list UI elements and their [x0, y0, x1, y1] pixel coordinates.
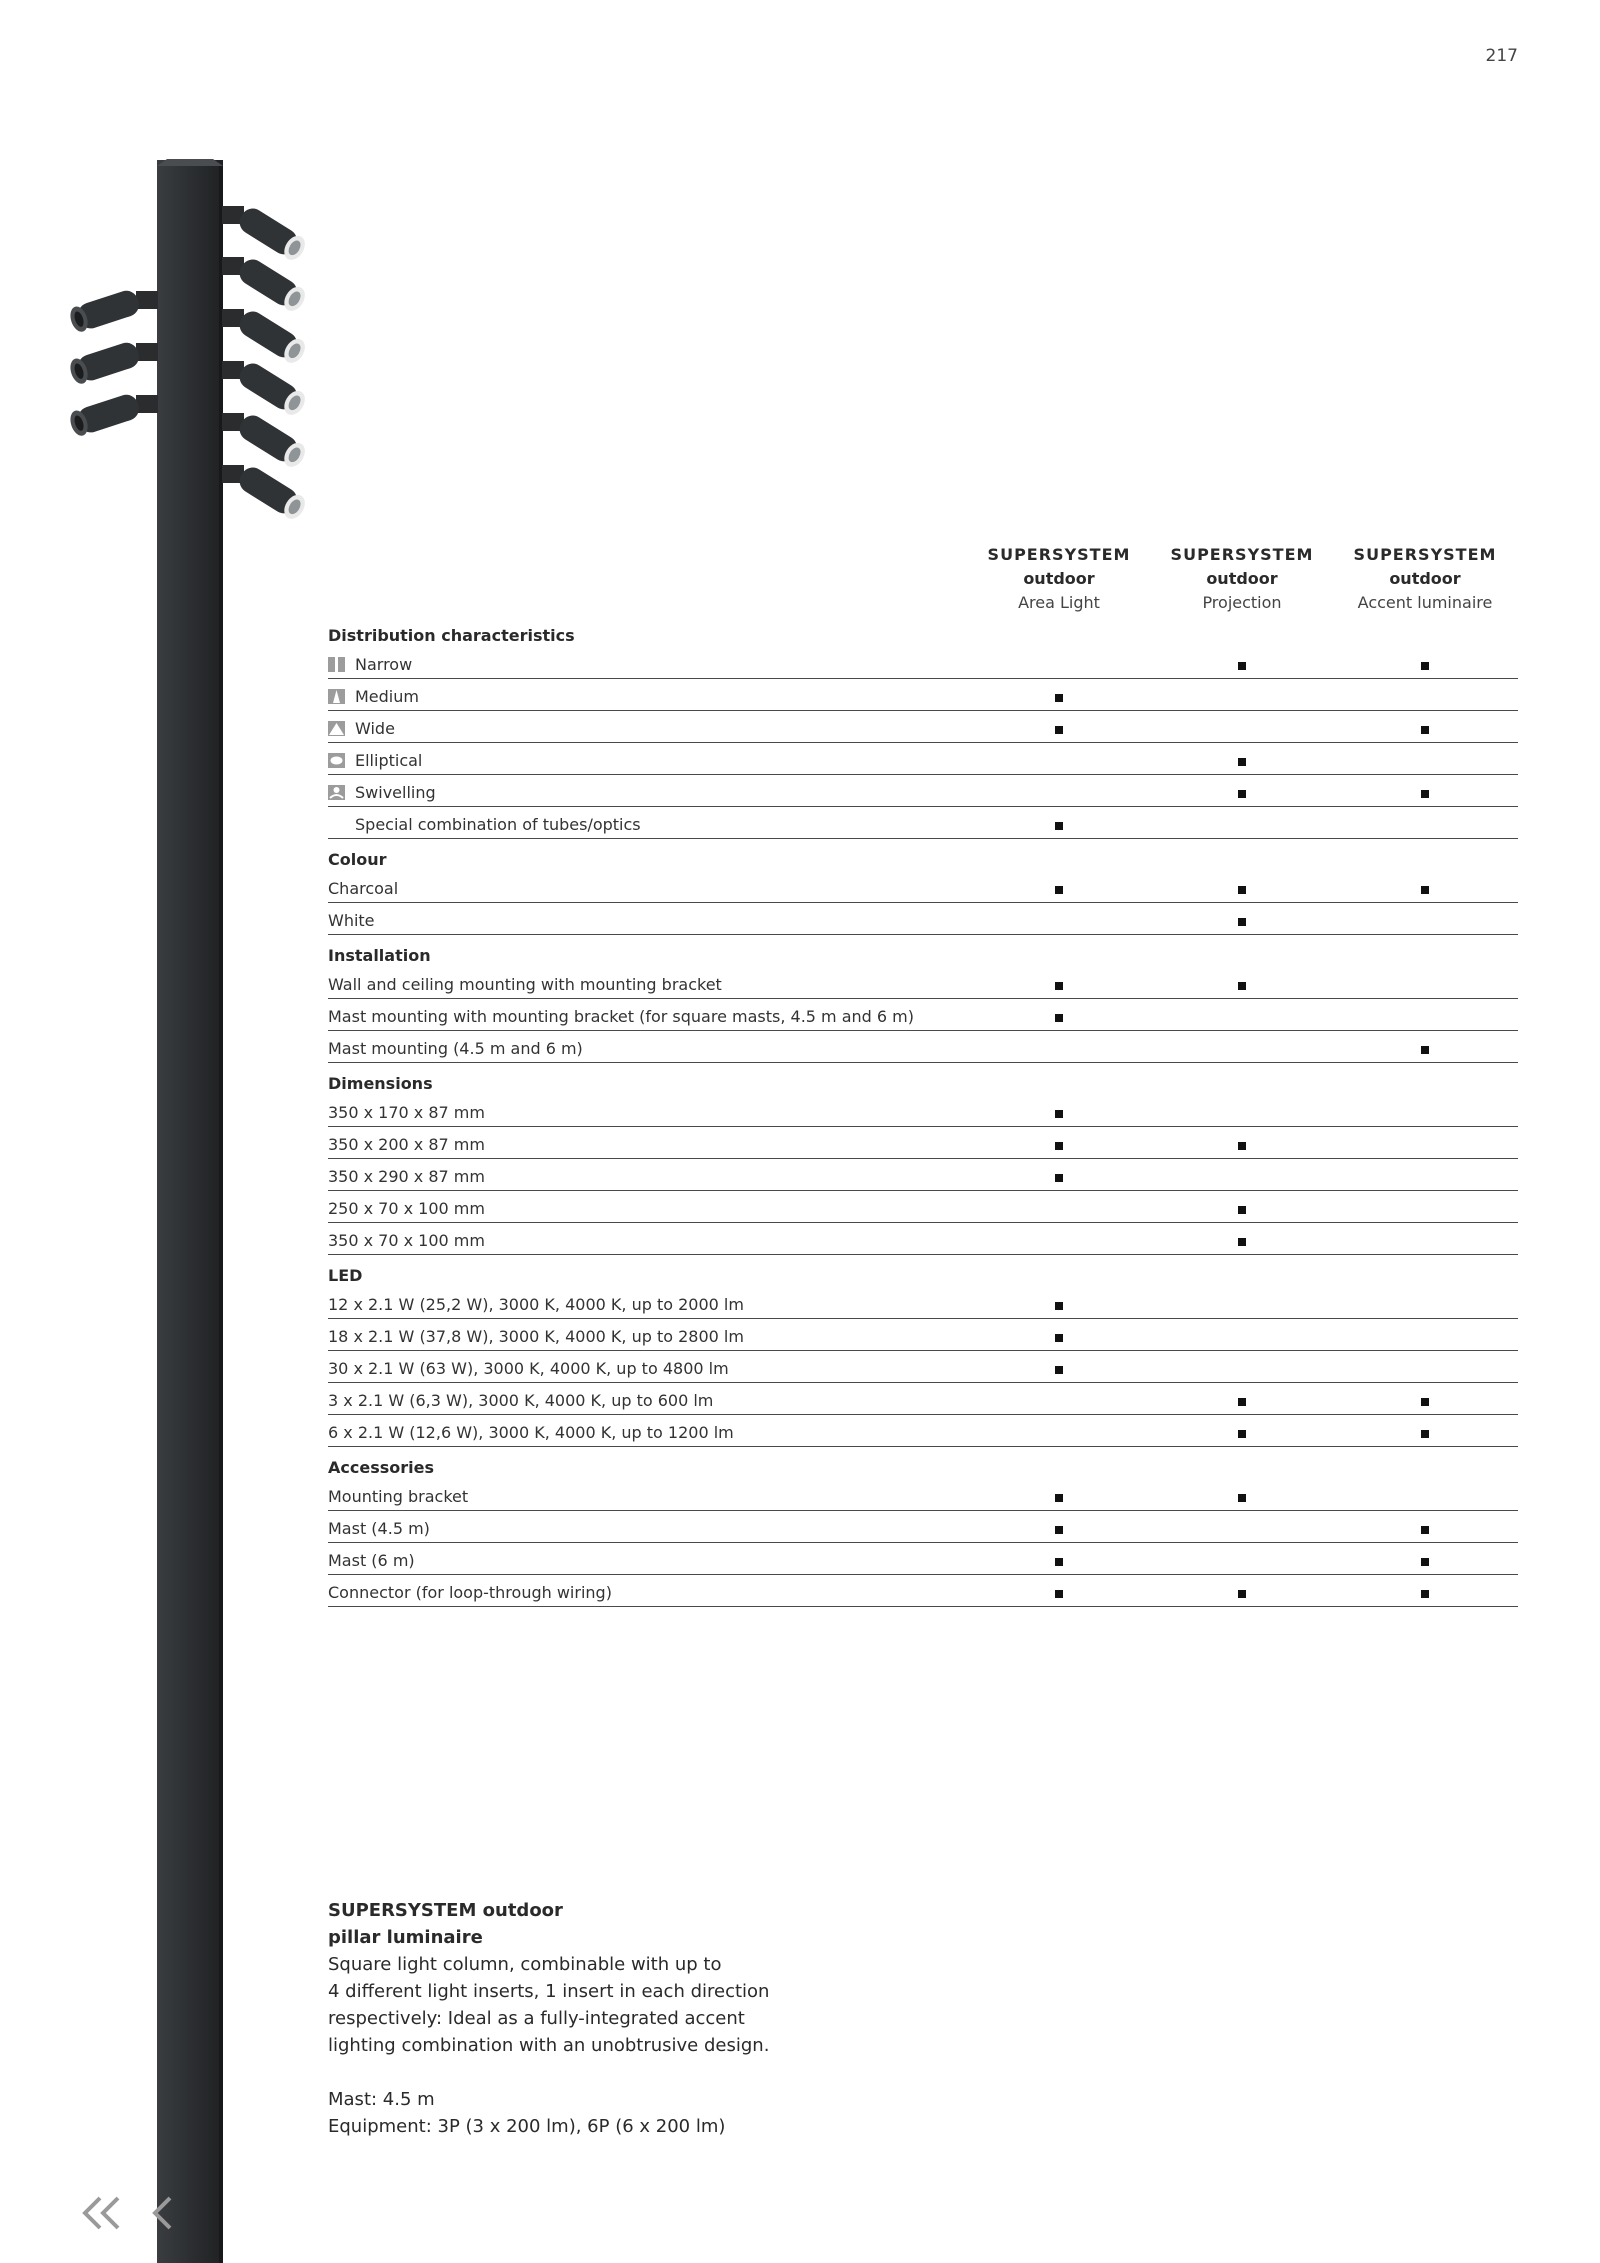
row-label: 350 x 200 x 87 mm: [328, 1135, 485, 1154]
row-label: 350 x 170 x 87 mm: [328, 1103, 485, 1122]
availability-mark: [1421, 662, 1429, 670]
row-label: Mast mounting (4.5 m and 6 m): [328, 1039, 583, 1058]
chevron-left-icon[interactable]: [150, 2195, 176, 2231]
spec-section: [328, 1457, 1518, 1607]
product-description: [328, 1897, 788, 2140]
spec-section: [328, 1073, 1518, 1255]
wide-beam-icon: [328, 721, 345, 736]
spec-row: [328, 1415, 1518, 1447]
availability-mark: [1238, 1430, 1246, 1438]
row-label: Mast (4.5 m): [328, 1519, 430, 1538]
spec-row: [328, 999, 1518, 1031]
product-subtitle: pillar luminaire: [328, 1927, 483, 1948]
spec-row: [328, 903, 1518, 935]
mast-spec: Mast: 4.5 m: [328, 2089, 435, 2110]
spec-row: [328, 1223, 1518, 1255]
row-label: Elliptical: [355, 751, 423, 770]
spec-row: [328, 775, 1518, 807]
spec-row: [328, 1127, 1518, 1159]
availability-mark: [1238, 1142, 1246, 1150]
spec-row: [328, 1095, 1518, 1127]
spec-row: [328, 1319, 1518, 1351]
availability-mark: [1238, 790, 1246, 798]
spec-row: [328, 1543, 1518, 1575]
row-label: 350 x 290 x 87 mm: [328, 1167, 485, 1186]
spec-section: [328, 1265, 1518, 1447]
spec-section: [328, 945, 1518, 1063]
availability-mark: [1238, 1206, 1246, 1214]
row-label: 3 x 2.1 W (6,3 W), 3000 K, 4000 K, up to 600 lm: [328, 1391, 714, 1410]
availability-mark: [1055, 982, 1063, 990]
page-navigation: [80, 2195, 176, 2231]
spec-row: [328, 743, 1518, 775]
section-title: Colour: [328, 850, 387, 869]
column-headers: [328, 543, 1518, 625]
availability-mark: [1238, 758, 1246, 766]
column-header-projection: SUPERSYSTEM outdoor Projection: [1170, 545, 1314, 612]
section-title: Accessories: [328, 1458, 434, 1477]
row-label: 30 x 2.1 W (63 W), 3000 K, 4000 K, up to 4800 lm: [328, 1359, 729, 1378]
availability-mark: [1055, 1590, 1063, 1598]
spec-row: [328, 1351, 1518, 1383]
spec-row: [328, 1191, 1518, 1223]
availability-mark: [1055, 1366, 1063, 1374]
availability-mark: [1238, 1494, 1246, 1502]
row-label: Mast (6 m): [328, 1551, 415, 1570]
specification-table: [328, 543, 1518, 1607]
page-number: 217: [1485, 46, 1518, 66]
spec-row: [328, 711, 1518, 743]
row-label: Wall and ceiling mounting with mounting bracket: [328, 975, 722, 994]
row-label: Charcoal: [328, 879, 399, 898]
description-line: 4 different light inserts, 1 insert in each direction: [328, 1981, 770, 2002]
spec-row: [328, 807, 1518, 839]
row-label: Special combination of tubes/optics: [355, 815, 641, 834]
row-label: Medium: [355, 687, 419, 706]
availability-mark: [1055, 726, 1063, 734]
narrow-beam-icon: [328, 657, 345, 672]
availability-mark: [1055, 1142, 1063, 1150]
spec-section: [328, 849, 1518, 935]
spec-section: [328, 625, 1518, 839]
equipment-spec: Equipment: 3P (3 x 200 lm), 6P (6 x 200 lm): [328, 2116, 726, 2137]
availability-mark: [1055, 1558, 1063, 1566]
availability-mark: [1238, 1590, 1246, 1598]
pillar-luminaire-illustration: [0, 0, 320, 2263]
availability-mark: [1238, 1398, 1246, 1406]
row-label: Mounting bracket: [328, 1487, 469, 1506]
spec-row: [328, 1479, 1518, 1511]
availability-mark: [1055, 822, 1063, 830]
availability-mark: [1055, 694, 1063, 702]
availability-mark: [1238, 662, 1246, 670]
row-label: Wide: [355, 719, 395, 738]
availability-mark: [1055, 1334, 1063, 1342]
row-label: Mast mounting with mounting bracket (for square masts, 4.5 m and 6 m): [328, 1007, 914, 1026]
row-label: 12 x 2.1 W (25,2 W), 3000 K, 4000 K, up to 2000 lm: [328, 1295, 744, 1314]
availability-mark: [1238, 1238, 1246, 1246]
spec-row: [328, 871, 1518, 903]
column-header-area-light: SUPERSYSTEM outdoor Area Light: [987, 545, 1131, 612]
spec-row: [328, 1383, 1518, 1415]
spec-row: [328, 967, 1518, 999]
availability-mark: [1421, 1430, 1429, 1438]
availability-mark: [1055, 1110, 1063, 1118]
availability-mark: [1238, 982, 1246, 990]
spec-row: [328, 1287, 1518, 1319]
section-title: Dimensions: [328, 1074, 433, 1093]
product-title: SUPERSYSTEM outdoor: [328, 1900, 563, 1921]
availability-mark: [1055, 1174, 1063, 1182]
row-label: Connector (for loop-through wiring): [328, 1583, 612, 1602]
availability-mark: [1238, 918, 1246, 926]
availability-mark: [1421, 1558, 1429, 1566]
description-line: respectively: Ideal as a fully-integrated accent: [328, 2008, 745, 2029]
spec-row: [328, 647, 1518, 679]
row-label: Swivelling: [355, 783, 436, 802]
availability-mark: [1421, 726, 1429, 734]
availability-mark: [1055, 1302, 1063, 1310]
swivelling-icon: [328, 785, 345, 800]
spec-row: [328, 1031, 1518, 1063]
row-label: Narrow: [355, 655, 413, 674]
spec-sections: [328, 625, 1518, 1607]
availability-mark: [1238, 886, 1246, 894]
section-title: Installation: [328, 946, 431, 965]
section-title: LED: [328, 1266, 363, 1285]
availability-mark: [1421, 1526, 1429, 1534]
description-line: Square light column, combinable with up to: [328, 1954, 722, 1975]
double-chevron-left-icon[interactable]: [80, 2195, 124, 2231]
availability-mark: [1055, 1526, 1063, 1534]
availability-mark: [1055, 886, 1063, 894]
availability-mark: [1055, 1014, 1063, 1022]
availability-mark: [1421, 1046, 1429, 1054]
section-title: Distribution characteristics: [328, 626, 575, 645]
description-line: lighting combination with an unobtrusive design.: [328, 2035, 770, 2056]
spec-row: [328, 679, 1518, 711]
row-label: 350 x 70 x 100 mm: [328, 1231, 485, 1250]
availability-mark: [1421, 1590, 1429, 1598]
spec-row: [328, 1575, 1518, 1607]
row-label: White: [328, 911, 375, 930]
availability-mark: [1421, 886, 1429, 894]
row-label: 250 x 70 x 100 mm: [328, 1199, 485, 1218]
medium-beam-icon: [328, 689, 345, 704]
row-label: 18 x 2.1 W (37,8 W), 3000 K, 4000 K, up to 2800 lm: [328, 1327, 744, 1346]
spec-row: [328, 1511, 1518, 1543]
column-header-accent-luminaire: SUPERSYSTEM outdoor Accent luminaire: [1353, 545, 1497, 612]
availability-mark: [1421, 1398, 1429, 1406]
spec-row: [328, 1159, 1518, 1191]
elliptical-beam-icon: [328, 753, 345, 768]
row-label: 6 x 2.1 W (12,6 W), 3000 K, 4000 K, up to 1200 lm: [328, 1423, 734, 1442]
availability-mark: [1055, 1494, 1063, 1502]
availability-mark: [1421, 790, 1429, 798]
